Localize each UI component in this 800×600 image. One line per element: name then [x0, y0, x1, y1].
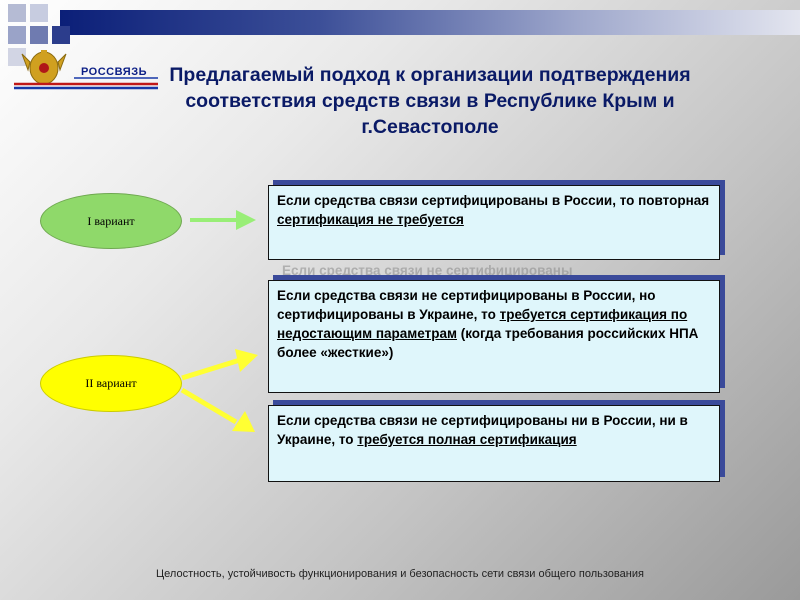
variant-1-oval	[40, 193, 182, 249]
text-box-variant-1	[268, 185, 720, 260]
box1-underlined: сертификация не требуется	[277, 212, 464, 227]
box1-text: Если средства связи сертифицированы в России, то повторная	[277, 193, 710, 208]
ghost-text: Если средства связи не сертифицированы	[282, 263, 573, 278]
arrow-variant1	[190, 210, 256, 230]
box3-underlined: требуется полная сертификация	[357, 432, 577, 447]
variant-2-oval	[40, 355, 182, 412]
text-box-variant-2b	[268, 405, 720, 482]
page-title: Предлагаемый подход к организации подтверждения соответствия средств связи в Республике Крым и г.Севастополе	[169, 64, 691, 138]
footer-text: Целостность, устойчивость функционирования и безопасность сети связи общего пользования	[156, 568, 644, 580]
box2-text-end: (когда требования российских НПА более «жесткие»)	[277, 326, 699, 360]
box2-underlined: требуется сертификация по недостающим параметрам	[277, 307, 688, 341]
box2-text: Если средства связи не сертифицированы в России, но сертифицированы в Украине, то	[277, 288, 656, 322]
arrow-variant2-up	[182, 349, 258, 378]
variant-2-label: II вариант	[85, 376, 137, 390]
box3-text: Если средства связи не сертифицированы ни в России, ни в Украине, то	[277, 413, 688, 447]
logo-text: РОССВЯЗЬ	[80, 66, 147, 78]
arrow-variant2-down	[182, 390, 255, 432]
text-box-variant-2a	[268, 280, 720, 393]
variant-1-label: I вариант	[87, 213, 135, 228]
